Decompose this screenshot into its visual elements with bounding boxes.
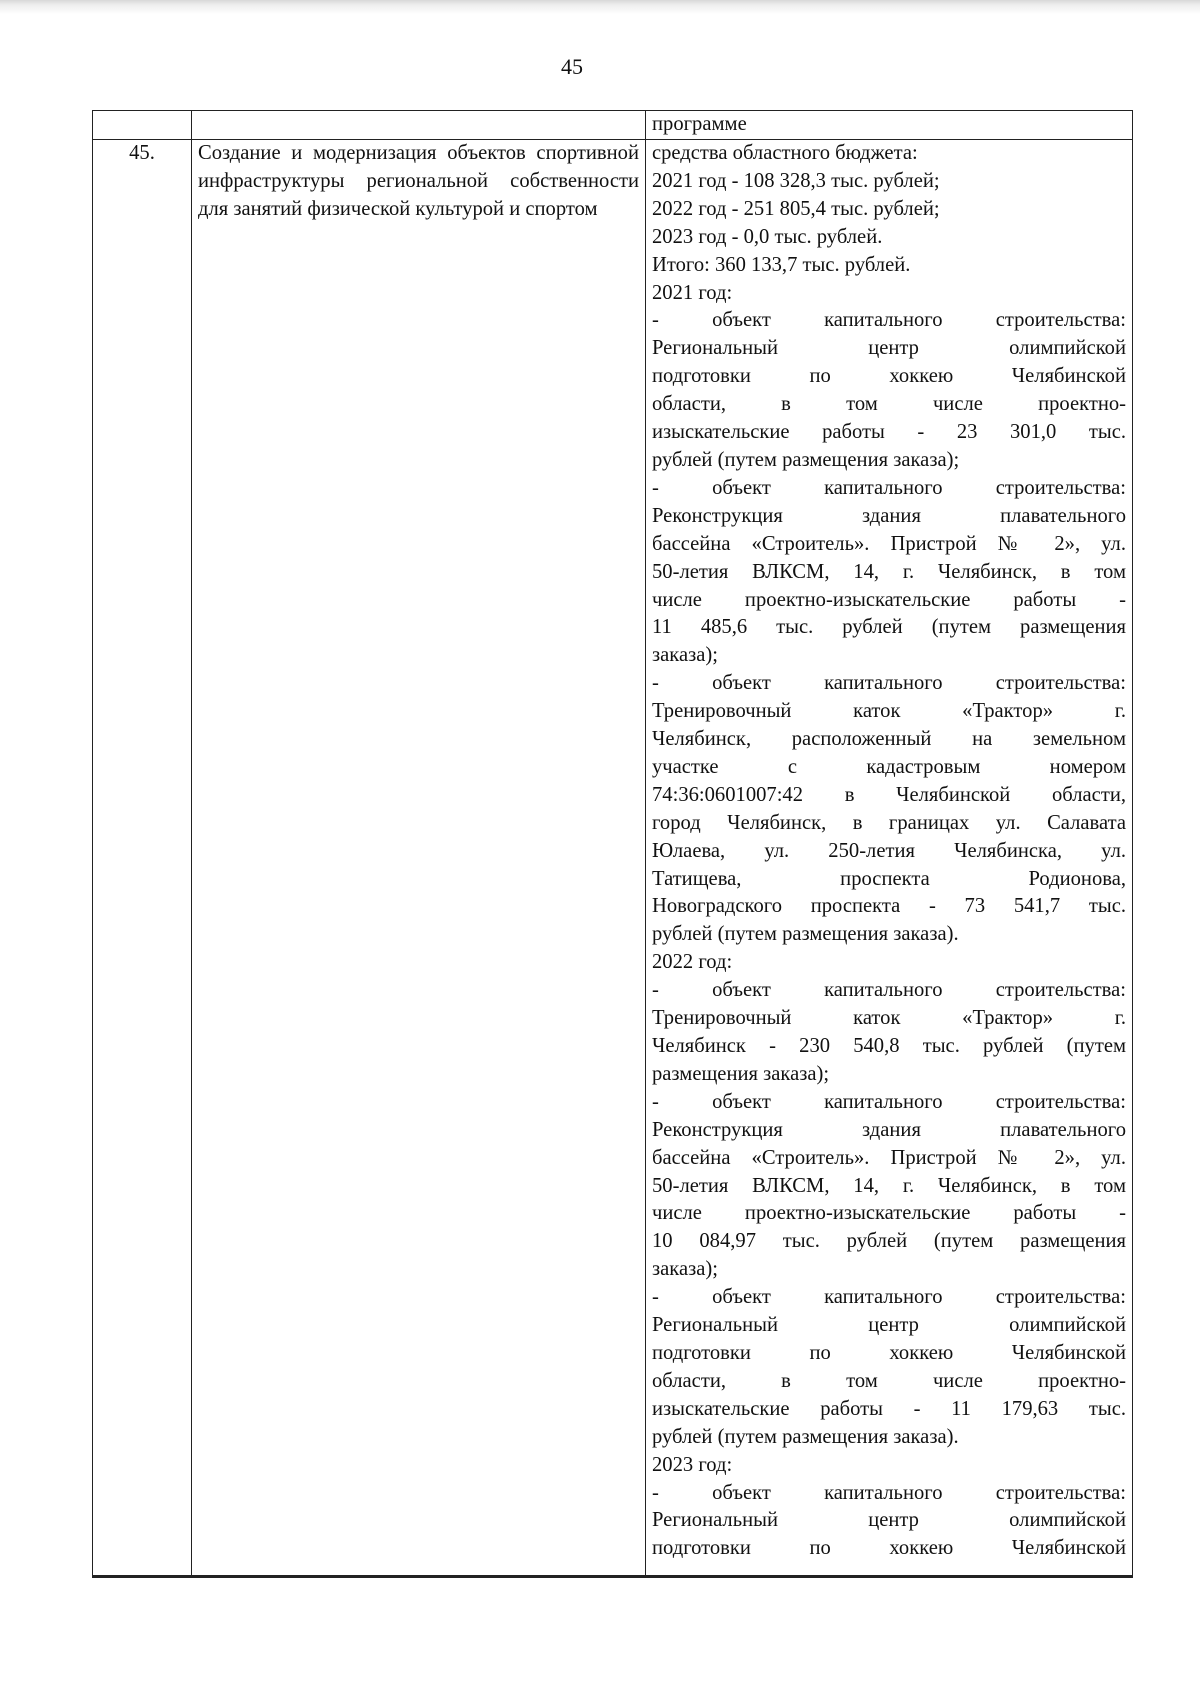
funding-line: рублей (путем размещения заказа). (652, 1425, 959, 1448)
funding-line: город Челябинск, в границах ул. Салавата (652, 811, 1126, 834)
table-row (93, 140, 1133, 1577)
item-number-cell: 45. (93, 140, 192, 1577)
funding-line: области, в том числе проектно- (652, 393, 1126, 416)
continuation-row (93, 111, 1133, 140)
funding-line: 2021 год: (652, 281, 733, 304)
funding-line: Юлаева, ул. 250-летия Челябинска, ул. (652, 839, 1126, 862)
funding-line: - объект капитального строительства: (652, 979, 1126, 1002)
funding-line: Реконструкция здания плавательного (652, 504, 1126, 527)
item-funding-cell (646, 140, 1133, 1577)
funding-line: - объект капитального строительства: (652, 1090, 1126, 1113)
funding-line: 74:36:0601007:42 в Челябинской области, (652, 783, 1126, 806)
continuation-funding-cell: программе (646, 111, 1133, 140)
funding-line: заказа); (652, 1258, 718, 1281)
funding-line: числе проектно-изыскательские работы - (652, 1202, 1126, 1225)
item-name-cell: Создание и модернизация объектов спортивной инфраструктуры региональной собственности для занятий физической культурой и спортом (192, 140, 646, 1577)
funding-line: изыскательские работы - 11 179,63 тыс. (652, 1397, 1126, 1420)
funding-line: 2022 год: (652, 951, 733, 974)
funding-line: - объект капитального строительства: (652, 476, 1126, 499)
funding-line: Региональный центр олимпийской (652, 337, 1126, 360)
funding-line: - объект капитального строительства: (652, 1286, 1126, 1309)
funding-line: области, в том числе проектно- (652, 1369, 1126, 1392)
funding-line: Тренировочный каток «Трактор» г. (652, 1007, 1126, 1030)
funding-line: - объект капитального строительства: (652, 672, 1126, 695)
funding-line: Региональный центр олимпийской (652, 1314, 1126, 1337)
funding-line: 2023 год - 0,0 тыс. рублей. (652, 225, 883, 248)
funding-line: - объект капитального строительства: (652, 309, 1126, 332)
funding-line: участке с кадастровым номером (652, 755, 1126, 778)
funding-line: размещения заказа); (652, 1062, 830, 1085)
funding-line: 2023 год: (652, 1453, 733, 1476)
funding-line: Региональный центр олимпийской (652, 1509, 1126, 1532)
funding-line: Итого: 360 133,7 тыс. рублей. (652, 253, 911, 276)
funding-line: подготовки по хоккею Челябинской (652, 1341, 1126, 1364)
funding-line: рублей (путем размещения заказа); (652, 448, 960, 471)
continuation-number-cell (93, 111, 192, 140)
funding-line: Челябинск, расположенный на земельном (652, 728, 1126, 751)
funding-line: рублей (путем размещения заказа). (652, 923, 959, 946)
funding-line: бассейна «Строитель». Пристрой № 2», ул. (652, 532, 1126, 555)
funding-line: бассейна «Строитель». Пристрой № 2», ул. (652, 1146, 1126, 1169)
funding-line: 50-летия ВЛКСМ, 14, г. Челябинск, в том (652, 560, 1126, 583)
funding-line: Татищева, проспекта Родионова, (652, 867, 1126, 890)
funding-line: числе проектно-изыскательские работы - (652, 588, 1126, 611)
funding-line: Новоградского проспекта - 73 541,7 тыс. (652, 895, 1126, 918)
funding-line: подготовки по хоккею Челябинской (652, 365, 1126, 388)
funding-line: средства областного бюджета: (652, 142, 918, 164)
funding-line: 2021 год - 108 328,3 тыс. рублей; (652, 169, 940, 192)
funding-line: заказа); (652, 644, 718, 667)
funding-line: подготовки по хоккею Челябинской (652, 1537, 1126, 1560)
funding-line: 2022 год - 251 805,4 тыс. рублей; (652, 197, 940, 220)
page-number: 45 (561, 54, 583, 79)
funding-line: 11 485,6 тыс. рублей (путем размещения (652, 616, 1126, 639)
scan-edge (0, 0, 1200, 14)
funding-line: 50-летия ВЛКСМ, 14, г. Челябинск, в том (652, 1174, 1126, 1197)
funding-line: Реконструкция здания плавательного (652, 1118, 1126, 1141)
funding-line: Тренировочный каток «Трактор» г. (652, 700, 1126, 723)
funding-line: 10 084,97 тыс. рублей (путем размещения (652, 1230, 1126, 1253)
program-table (92, 110, 1133, 1578)
continuation-name-cell (192, 111, 646, 140)
funding-line: изыскательские работы - 23 301,0 тыс. (652, 421, 1126, 444)
funding-line: - объект капитального строительства: (652, 1481, 1126, 1504)
funding-line: Челябинск - 230 540,8 тыс. рублей (путем (652, 1035, 1126, 1057)
